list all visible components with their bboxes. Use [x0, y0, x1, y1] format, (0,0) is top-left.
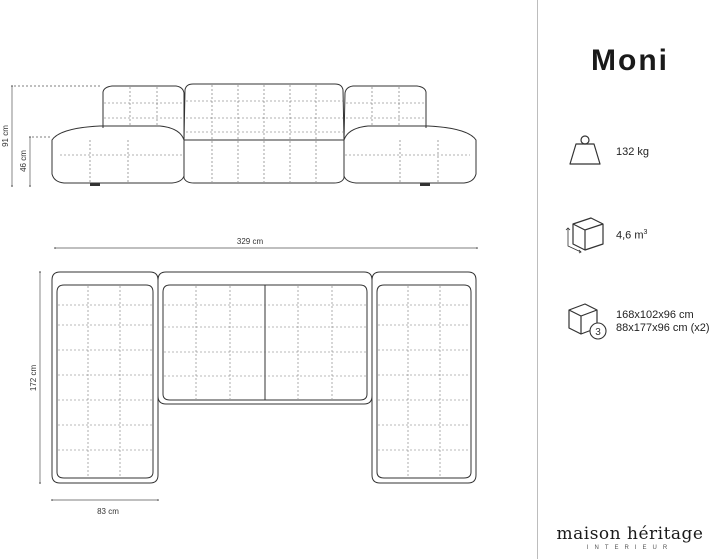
- package-line-2: 88x177x96 cm (x2): [616, 322, 710, 334]
- left-chaise: [52, 272, 158, 483]
- right-chaise: [372, 272, 476, 483]
- package-line-1: 168x102x96 cm: [616, 309, 694, 321]
- height-label: 91 cm: [1, 125, 10, 147]
- weight-spec: [565, 132, 715, 176]
- width-label: 329 cm: [236, 237, 264, 246]
- volume-value: [616, 226, 647, 243]
- volume-unit-superscript: 3: [643, 229, 648, 236]
- volume-number: 4,6 m: [616, 229, 644, 242]
- product-title: Moni: [591, 44, 669, 77]
- packages-spec: [565, 300, 715, 344]
- module-width-label: 83 cm: [97, 507, 119, 516]
- volume-spec: [565, 212, 715, 256]
- left-backrest: [103, 86, 184, 140]
- vertical-divider: [537, 0, 538, 559]
- front-view: [52, 84, 476, 186]
- seat-height-label: 46 cm: [19, 150, 28, 172]
- depth-label: 172 cm: [29, 364, 38, 392]
- weight-icon: [565, 132, 605, 168]
- packages-icon: [565, 300, 609, 342]
- center-backrest: [184, 84, 344, 140]
- seat-height-dimension: [30, 137, 52, 186]
- right-seat: [344, 126, 476, 183]
- left-seat: [52, 126, 184, 183]
- brand-tagline: INTERIEUR: [586, 545, 674, 551]
- box-volume-icon: [565, 212, 607, 254]
- weight-value: 132 kg: [616, 146, 650, 158]
- right-backrest: [344, 86, 426, 140]
- brand-logo: maison héritage: [556, 524, 704, 544]
- top-view: [52, 272, 476, 483]
- packages-count: 3: [595, 327, 601, 338]
